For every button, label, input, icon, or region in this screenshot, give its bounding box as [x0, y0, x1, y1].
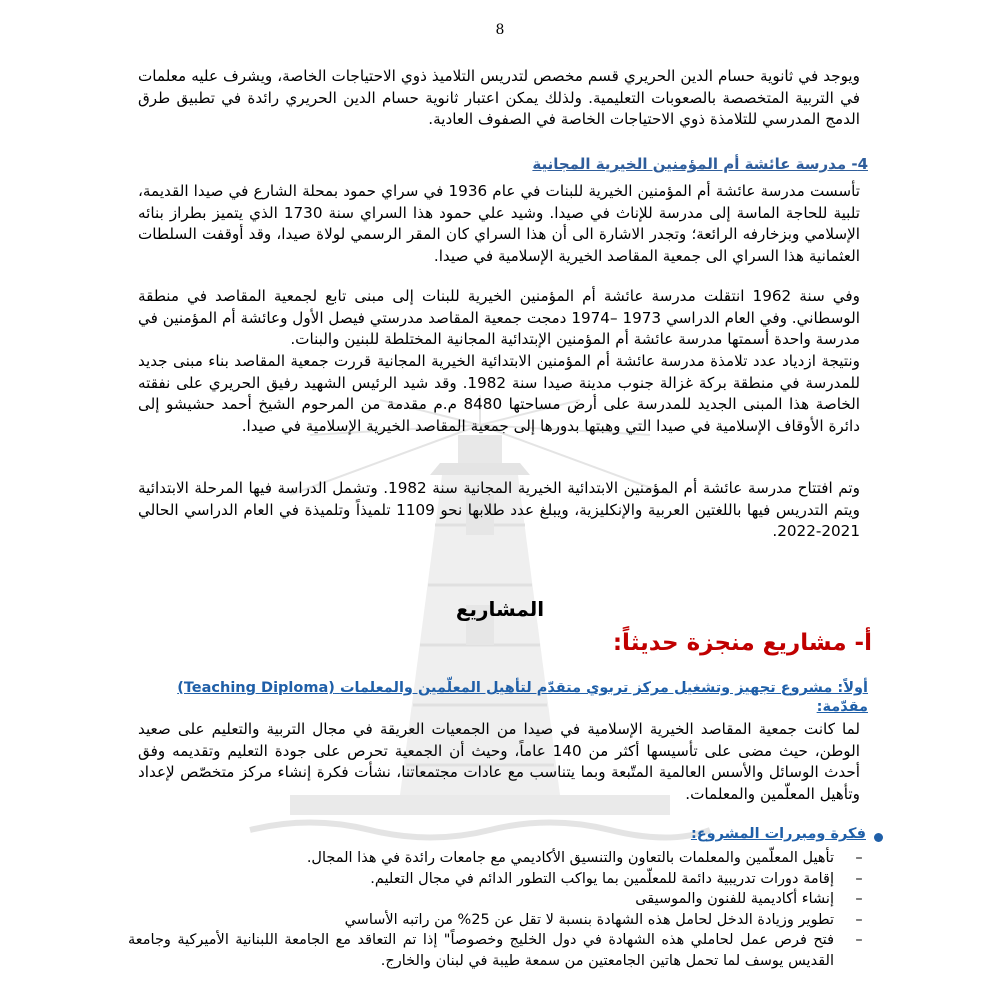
- idea-list: [128, 848, 868, 972]
- list-item: – إنشاء أكاديمية للفنون والموسيقى: [128, 889, 868, 910]
- section-4-title: 4- مدرسة عائشة أم المؤمنين الخيرية المجانية: [532, 155, 868, 173]
- projects-title: المشاريع: [455, 597, 545, 621]
- project-intro-paragraph: لما كانت جمعية المقاصد الخيرية الإسلامية في صيدا من الجمعيات العريقة في مجال التربية والتعليم على صعيد الوطن، حيث مضى على تأسيسها أكثر من 140 عاماً، وحيث أن الجمعية تحرص على جودة التعليم وتقديمه وفق أحدث الوسائل والأسس العالمية المتّبعة وبما يتناسب مع عادات مجتمعاتنا، نشأت فكرة إنشاء مركز متخصّص لإعداد وتأهيل المعلّمين والمعلمات.: [138, 720, 860, 803]
- first-project-title-ar: أولاً: مشروع تجهيز وتشغيل مركز تربوي متقدّم لتأهيل المعلّمين والمعلمات: [339, 680, 868, 696]
- recent-projects-heading: أ- مشاريع منجزة حديثاً:: [612, 630, 872, 656]
- page-number: 8: [495, 22, 505, 38]
- dash-icon: –: [855, 932, 863, 949]
- first-project-title-en: (Teaching Diploma): [177, 680, 335, 696]
- section-4-paragraph-1: تأسست مدرسة عائشة أم المؤمنين الخيرية للبنات في عام 1936 في سراي حمود بمحلة الشارع في صيدا القديمة، تلبية للحاجة الماسة إلى مدرسة للإناث في صيدا. وشيد علي حمود هذا السراي سنة 1730 الذي يتميز بطراز بنائه الإسلامي وبزخارفه الرائعة؛ وتجدر الاشارة الى أن هذا السراي كان المقر الرسمي لولاة صيدا، وقد أوقفت السلطات العثمانية هذا السراي الى جمعية المقاصد الخيرية الإسلامية في صيدا.: [138, 182, 861, 265]
- intro-paragraph: ويوجد في ثانوية حسام الدين الحريري قسم مخصص لتدريس التلاميذ ذوي الاحتياجات الخاصة، ويشرف عليه معلمات في التربية المتخصصة بالصعوبات التعليمية. ولذلك يمكن اعتبار ثانوية حسام الدين الحريري رائدة في تطبيق طرق الدمج المدرسي للتلامذة ذوي الاحتياجات الخاصة في الصفوف العادية.: [138, 67, 860, 129]
- dash-icon: –: [855, 870, 863, 887]
- list-item: – فتح فرص عمل لحاملي هذه الشهادة في دول الخليج وخصوصاً" إذا تم التعاقد مع الجامعة اللبنانية الأميركية وجامعة القديس يوسف لما تحمل هاتين الجامعتين من سمعة طيبة في لبنان والخارج.: [128, 930, 868, 971]
- first-project-title: [128, 680, 868, 696]
- bullet-icon: [874, 833, 883, 842]
- dash-icon: –: [855, 891, 863, 908]
- list-item: – إقامة دورات تدريبية دائمة للمعلّمين بما يواكب التطور الدائم في مجال التعليم.: [128, 869, 868, 890]
- section-4-paragraph-3: ونتيجة ازدياد عدد تلامذة مدرسة عائشة أم المؤمنين الابتدائية الخيرية المجانية قررت جمعية المقاصد بناء مبنى جديد للمدرسة في منطقة بركة غزالة جنوب مدينة صيدا سنة 1982. وقد شيد الرئيس الشهيد رفيق الحريري على نفقته الخاصة هذا المبنى الجديد للمدرسة على أرض مساحتها 8480 م.م مقدمة من المرحوم الشيخ أحمد حشيشو إلى دائرة الأوقاف الإسلامية في صيدا التي وهبتها بدورها إلى جمعية المقاصد الخيرية الإسلامية في صيدا.: [138, 352, 860, 435]
- intro-label: مقدّمة:: [816, 699, 868, 715]
- dash-icon: –: [855, 911, 863, 928]
- list-item: – تأهيل المعلّمين والمعلمات بالتعاون والتنسيق الأكاديمي مع جامعات رائدة في هذا المجال.: [128, 848, 868, 869]
- section-4-paragraph-2: وفي سنة 1962 انتقلت مدرسة عائشة أم المؤمنين الخيرية للبنات إلى مبنى تابع لجمعية المقاصد في منطقة الوسطاني. وفي العام الدراسي 1973 –1974 دمجت جمعية المقاصد مدرستي فيصل الأول وعائشة أم المؤمنين في مدرسة واحدة أسمتها مدرسة عائشة أم المؤمنين الإبتدائية المجانية المختلطة للبنين والبنات.: [138, 287, 861, 349]
- dash-icon: –: [855, 850, 863, 866]
- idea-heading: فكرة ومبررات المشروع:: [690, 826, 866, 842]
- section-4-paragraph-4: وتم افتتاح مدرسة عائشة أم المؤمنين الابتدائية الخيرية المجانية سنة 1982. وتشمل الدراسة فيها المرحلة الابتدائية ويتم التدريس فيها باللغتين العربية والإنكليزية، ويبلغ عدد طلابها نحو 1109 تلميذاً وتلميذة في العام الدراسي الحالي 2021-2022.: [138, 479, 860, 541]
- list-item: – تطوير وزيادة الدخل لحامل هذه الشهادة بنسبة لا تقل عن 25% من راتبه الأساسي: [128, 910, 868, 931]
